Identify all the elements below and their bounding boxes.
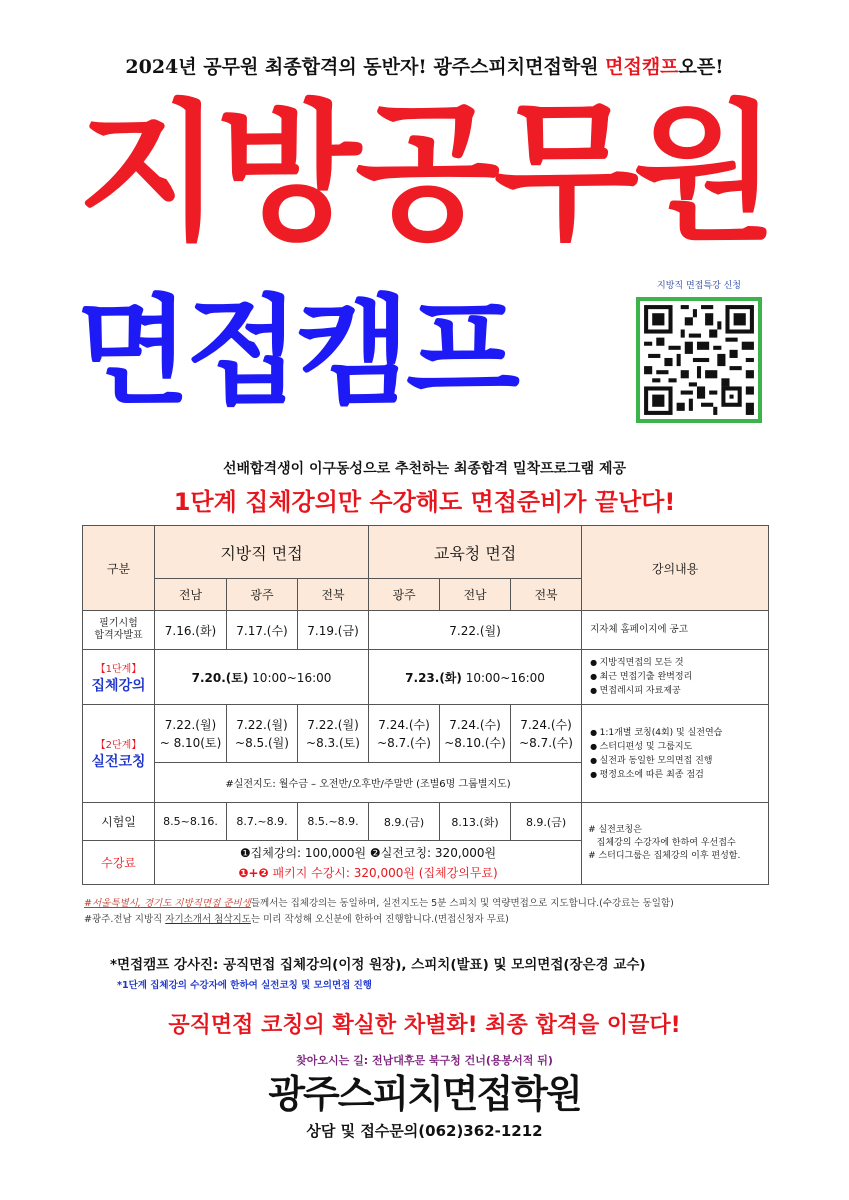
exam-date: 8.7.~8.9. bbox=[227, 803, 298, 841]
notes bbox=[84, 896, 784, 928]
stage2-note: #실전지도: 월수금 – 오전반/오후반/주말반 (조별6명 그룹별지도) bbox=[155, 763, 582, 803]
instructors-note: *1단계 집체강의 수강자에 한하여 실전코칭 및 모의면접 진행 bbox=[117, 980, 372, 991]
stage2-label: 실전코칭 bbox=[91, 754, 146, 770]
education-interview-header: 교육청 면접 bbox=[369, 526, 582, 579]
stage2-date: 7.24.(수) ~8.10.(수) bbox=[440, 705, 511, 763]
note-line: #서울특별시, 경기도 지방직면접 준비생들께서는 집체강의는 동일하며, 실전지도는 5분 스피치 및 역량면접으로 지도합니다.(수강료는 동일함) bbox=[84, 898, 674, 909]
region-cell: 전남 bbox=[440, 579, 511, 611]
intro-line: 선배합격생이 이구동성으로 추천하는 최종합격 밀착프로그램 제공 bbox=[222, 461, 627, 477]
stage2-date: 7.24.(수) ~8.7.(수) bbox=[511, 705, 582, 763]
qr-code-icon bbox=[640, 301, 758, 419]
qr-caption: 지방직 면접특강 신청 bbox=[657, 281, 741, 291]
announce-date: 7.19.(금) bbox=[298, 611, 369, 650]
fee-label: 수강료 bbox=[83, 841, 155, 885]
category-header: 구분 bbox=[83, 526, 155, 611]
stage2-tag: 【2단계】 bbox=[95, 740, 142, 751]
region-cell: 전북 bbox=[511, 579, 582, 611]
contact-info[interactable]: 상담 및 접수문의(062)362-1212 bbox=[306, 1122, 543, 1140]
stage1-content bbox=[582, 650, 769, 705]
announce-content: 지자체 홈페이지에 공고 bbox=[582, 611, 769, 650]
content-header: 강의내용 bbox=[582, 526, 769, 611]
list-item: ● 스터디편성 및 그룹지도 bbox=[590, 740, 768, 754]
fee-package-line: ❶+❷ 패키지 수강시: 320,000원 (집체강의무료) bbox=[238, 865, 498, 880]
exam-date: 8.9.(금) bbox=[369, 803, 440, 841]
list-item: ● 1:1개별 코칭(4회) 및 실전연습 bbox=[590, 726, 768, 740]
stage1-label: 집체강의 bbox=[91, 677, 146, 694]
fee-details bbox=[155, 841, 582, 885]
stage2-date: 7.22.(월) ~ 8.10(토) bbox=[155, 705, 227, 763]
announce-date: 7.17.(수) bbox=[227, 611, 298, 650]
region-cell: 전북 bbox=[298, 579, 369, 611]
stage1-local-time: 7.20.(토) 10:00~16:00 bbox=[155, 650, 369, 705]
camp-title: 면접캠프 bbox=[76, 283, 516, 421]
intro-headline: 1단계 집체강의만 수강해도 면접준비가 끝난다! bbox=[173, 488, 676, 516]
list-item: ● 실전과 동일한 모의면접 진행 bbox=[590, 754, 768, 768]
stage1-edu-time: 7.23.(화) 10:00~16:00 bbox=[369, 650, 582, 705]
exam-label: 시험일 bbox=[83, 803, 155, 841]
list-item: ● 면접레시피 자료제공 bbox=[590, 684, 768, 698]
stage1-label-cell bbox=[83, 650, 155, 705]
note-line: #광주.전남 지방직 자기소개서 첨삭지도는 미리 작성해 오신분에 한하여 진행합니다.(면접신청자 무료) bbox=[84, 914, 509, 925]
exam-date: 8.13.(화) bbox=[440, 803, 511, 841]
slogan: 공직면접 코칭의 확실한 차별화! 최종 합격을 이끌다! bbox=[168, 1013, 681, 1038]
schedule-table bbox=[82, 525, 769, 885]
exam-date: 8.5.~8.9. bbox=[298, 803, 369, 841]
stage2-date: 7.24.(수) ~8.7.(수) bbox=[369, 705, 440, 763]
list-item: ● 평정요소에 따른 최종 점검 bbox=[590, 768, 768, 782]
fee-line: ❶집체강의: 100,000원 ❷실전코칭: 320,000원 bbox=[239, 845, 497, 860]
announce-label: 필기시험 합격자발표 bbox=[83, 611, 155, 650]
region-cell: 광주 bbox=[227, 579, 298, 611]
main-title: 지방공무원 bbox=[77, 87, 772, 261]
instructors: *면접캠프 강사진: 공직면접 집체강의(이정 원장), 스피치(발표) 및 모의면접(장은경 교수) bbox=[110, 957, 646, 973]
stage2-date: 7.22.(월) ~8.3.(토) bbox=[298, 705, 369, 763]
stage2-date: 7.22.(월) ~8.5.(월) bbox=[227, 705, 298, 763]
top-announcement: 2024년 공무원 최종합격의 동반자! 광주스피치면접학원 면접캠프오픈! bbox=[125, 56, 724, 78]
exam-date: 8.5~8.16. bbox=[155, 803, 227, 841]
directions: 찾아오시는 길: 전남대후문 북구청 건너(용봉서적 뒤) bbox=[296, 1054, 553, 1067]
region-cell: 전남 bbox=[155, 579, 227, 611]
region-cell: 광주 bbox=[369, 579, 440, 611]
list-item: ● 최근 면접기출 완벽정리 bbox=[590, 670, 768, 684]
local-interview-header: 지방직 면접 bbox=[155, 526, 369, 579]
list-item: ● 지방직면접의 모든 것 bbox=[590, 656, 768, 670]
qr-code[interactable] bbox=[636, 297, 762, 423]
exam-notes: # 실전코칭은 집체강의 수강자에 한하여 우선접수 # 스터디그룹은 집체강의 이후 편성함. bbox=[582, 803, 769, 885]
stage2-label-cell bbox=[83, 705, 155, 803]
exam-date: 8.9.(금) bbox=[511, 803, 582, 841]
top-highlight: 면접캠프 bbox=[605, 56, 679, 78]
stage1-tag: 【1단계】 bbox=[95, 663, 142, 675]
stage2-content bbox=[582, 705, 769, 803]
academy-name: 광주스피치면접학원 bbox=[268, 1072, 581, 1116]
announce-date-edu: 7.22.(월) bbox=[369, 611, 582, 650]
announce-date: 7.16.(화) bbox=[155, 611, 227, 650]
